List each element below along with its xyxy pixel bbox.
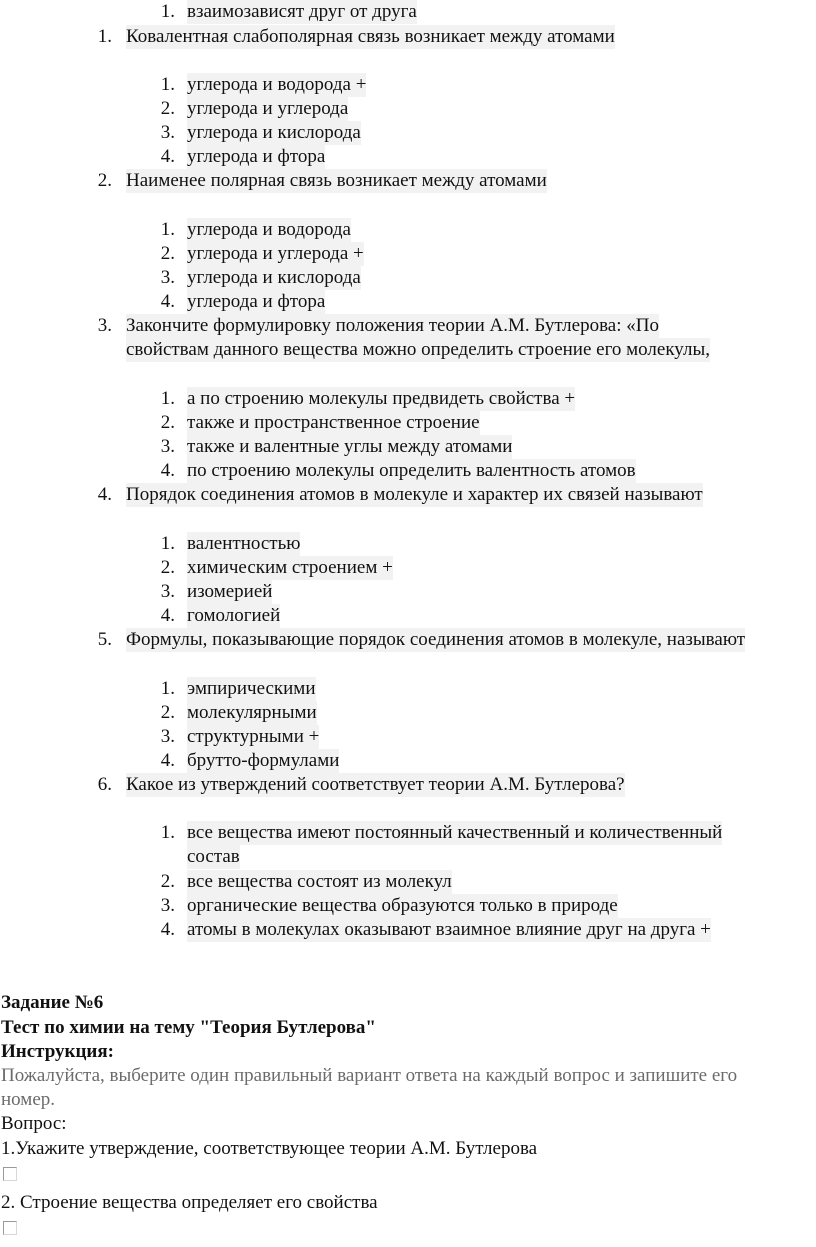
option-number: 3.	[160, 436, 175, 457]
option-text: углерода и кислорода	[187, 122, 361, 143]
option-text: все вещества имеют постоянный качественный и количественный	[187, 822, 723, 843]
answer-checkbox[interactable]	[3, 1167, 17, 1181]
option-text: углерода и углерода +	[187, 243, 364, 264]
option-number: 3.	[160, 267, 175, 288]
option-number: 2.	[160, 98, 175, 119]
question-number: 5.	[97, 629, 112, 650]
option-text: валентностью	[187, 533, 301, 554]
instruction-text: номер.	[1, 1089, 56, 1110]
question-text: свойствам данного вещества можно определить строение его молекулы,	[126, 339, 710, 360]
task-title: Задание №6	[1, 992, 104, 1013]
option-number: 1.	[160, 822, 175, 843]
question-text: Какое из утверждений соответствует теории А.М. Бутлерова?	[126, 774, 625, 795]
option-text: структурными +	[187, 726, 320, 747]
task-question-2: 2. Строение вещества определяет его свойства	[1, 1192, 378, 1213]
option-text: атомы в молекулах оказывают взаимное влияние друг на друга +	[187, 919, 711, 940]
option-number: 1.	[160, 678, 175, 699]
option-text: эмпирическими	[187, 678, 316, 699]
option-number: 2.	[160, 702, 175, 723]
task-subtitle: Тест по химии на тему "Теория Бутлерова"	[1, 1017, 376, 1038]
option-text: углерода и фтора	[187, 146, 326, 167]
question-number: 3.	[97, 315, 112, 336]
question-text: Формулы, показывающие порядок соединения атомов в молекуле, называют	[126, 629, 746, 650]
option-number: 1.	[160, 388, 175, 409]
question-number: 2.	[97, 170, 112, 191]
option-number: 2.	[160, 243, 175, 264]
option-number: 1.	[160, 1, 175, 22]
option-text: по строению молекулы определить валентность атомов	[187, 460, 636, 481]
option-text: состав	[187, 846, 240, 867]
option-text: органические вещества образуются только в природе	[187, 895, 618, 916]
question-text: Ковалентная слабополярная связь возникает между атомами	[126, 26, 615, 47]
instruction-label: Инструкция:	[1, 1041, 114, 1062]
question-number: 1.	[97, 26, 112, 47]
option-text: все вещества состоят из молекул	[187, 871, 452, 892]
option-text: углерода и водорода	[187, 219, 351, 240]
option-number: 3.	[160, 122, 175, 143]
option-number: 2.	[160, 412, 175, 433]
option-text: углерода и кислорода	[187, 267, 361, 288]
option-number: 2.	[160, 557, 175, 578]
option-number: 3.	[160, 726, 175, 747]
option-text: углерода и углерода	[187, 98, 349, 119]
question-text: Наименее полярная связь возникает между атомами	[126, 170, 547, 191]
option-text: взаимозависят друг от друга	[187, 1, 417, 22]
option-number: 2.	[160, 871, 175, 892]
option-text: брутто-формулами	[187, 750, 340, 771]
option-text: а по строению молекулы предвидеть свойства +	[187, 388, 576, 409]
option-text: углерода и фтора	[187, 291, 326, 312]
option-text: молекулярными	[187, 702, 317, 723]
answer-checkbox[interactable]	[3, 1221, 17, 1235]
option-number: 4.	[160, 605, 175, 626]
option-number: 1.	[160, 533, 175, 554]
option-number: 4.	[160, 919, 175, 940]
task-question-1: 1.Укажите утверждение, соответствующее теории А.М. Бутлерова	[1, 1138, 538, 1159]
option-number: 4.	[160, 460, 175, 481]
option-text: также и пространственное строение	[187, 412, 480, 433]
option-number: 4.	[160, 750, 175, 771]
option-text: также и валентные углы между атомами	[187, 436, 513, 457]
question-number: 4.	[97, 484, 112, 505]
question-text: Закончите формулировку положения теории А.М. Бутлерова: «По	[126, 315, 659, 336]
option-number: 4.	[160, 291, 175, 312]
option-text: изомерией	[187, 581, 273, 602]
question-label: Вопрос:	[1, 1113, 67, 1134]
option-number: 3.	[160, 895, 175, 916]
option-number: 4.	[160, 146, 175, 167]
option-text: углерода и водорода +	[187, 74, 367, 95]
option-number: 3.	[160, 581, 175, 602]
instruction-text: Пожалуйста, выберите один правильный вариант ответа на каждый вопрос и запишите его	[1, 1065, 738, 1086]
option-number: 1.	[160, 74, 175, 95]
option-text: гомологией	[187, 605, 281, 626]
question-number: 6.	[97, 774, 112, 795]
option-text: химическим строением +	[187, 557, 393, 578]
question-text: Порядок соединения атомов в молекуле и характер их связей называют	[126, 484, 703, 505]
option-number: 1.	[160, 219, 175, 240]
